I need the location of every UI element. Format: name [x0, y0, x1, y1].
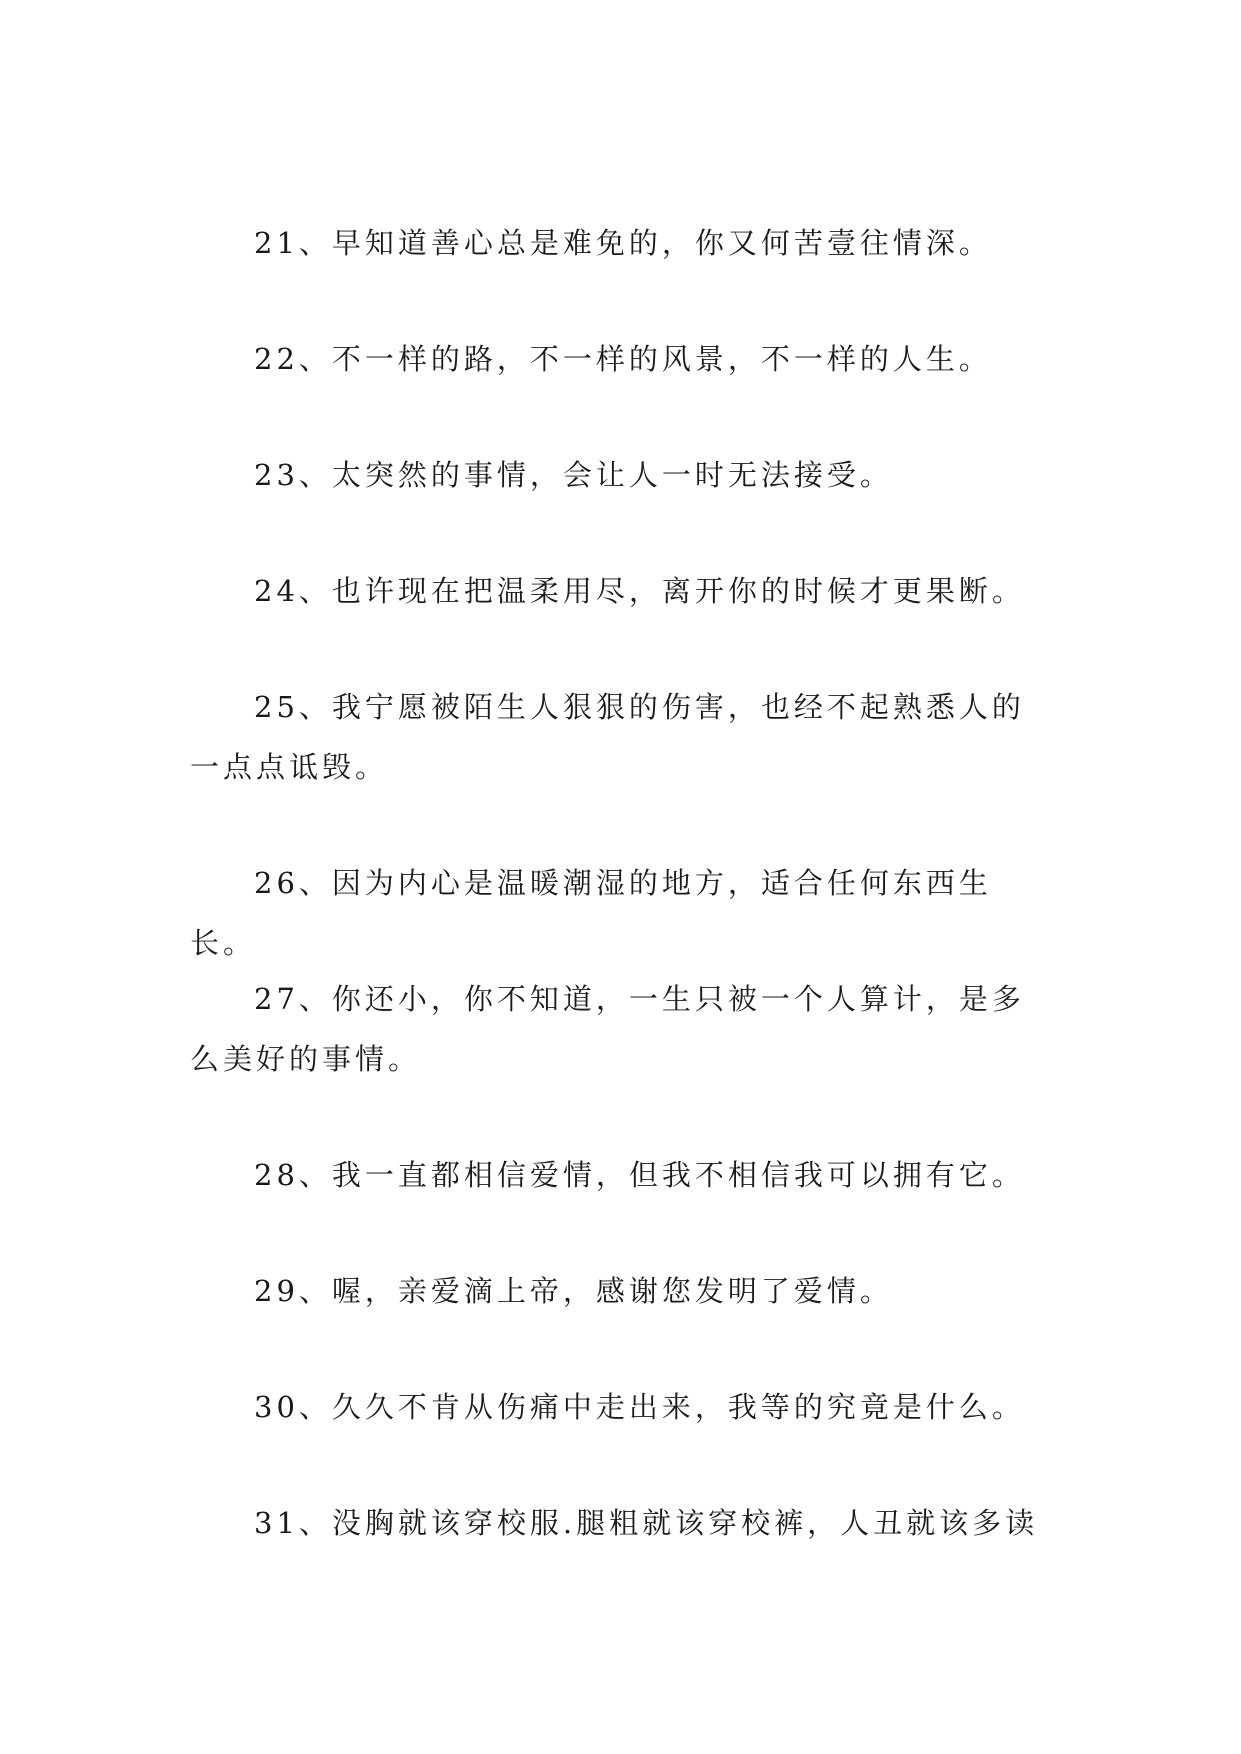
- paragraph-29: 29、喔，亲爱滴上帝，感谢您发明了爱情。: [254, 1274, 893, 1308]
- paragraph-24: 24、也许现在把温柔用尽，离开你的时候才更果断。: [254, 574, 1025, 608]
- paragraph-23: 23、太突然的事情，会让人一时无法接受。: [254, 458, 893, 492]
- paragraph-22: 22、不一样的路，不一样的风景，不一样的人生。: [254, 342, 992, 376]
- paragraph-25: 25、我宁愿被陌生人狠狠的伤害，也经不起熟悉人的一点点诋毁。: [190, 690, 1025, 784]
- paragraph-28: 28、我一直都相信爱情，但我不相信我可以拥有它。: [254, 1158, 1025, 1192]
- paragraph-26: 26、因为内心是温暖潮湿的地方，适合任何东西生长。: [190, 866, 992, 960]
- paragraph-31: 31、没胸就该穿校服.腿粗就该穿校裤，人丑就该多读: [254, 1506, 1039, 1540]
- paragraph-27: 27、你还小，你不知道，一生只被一个人算计，是多么美好的事情。: [190, 982, 1025, 1076]
- paragraph-30: 30、久久不肯从伤痛中走出来，我等的究竟是什么。: [254, 1390, 1025, 1424]
- paragraph-21: 21、早知道善心总是难免的，你又何苦壹往情深。: [254, 226, 992, 260]
